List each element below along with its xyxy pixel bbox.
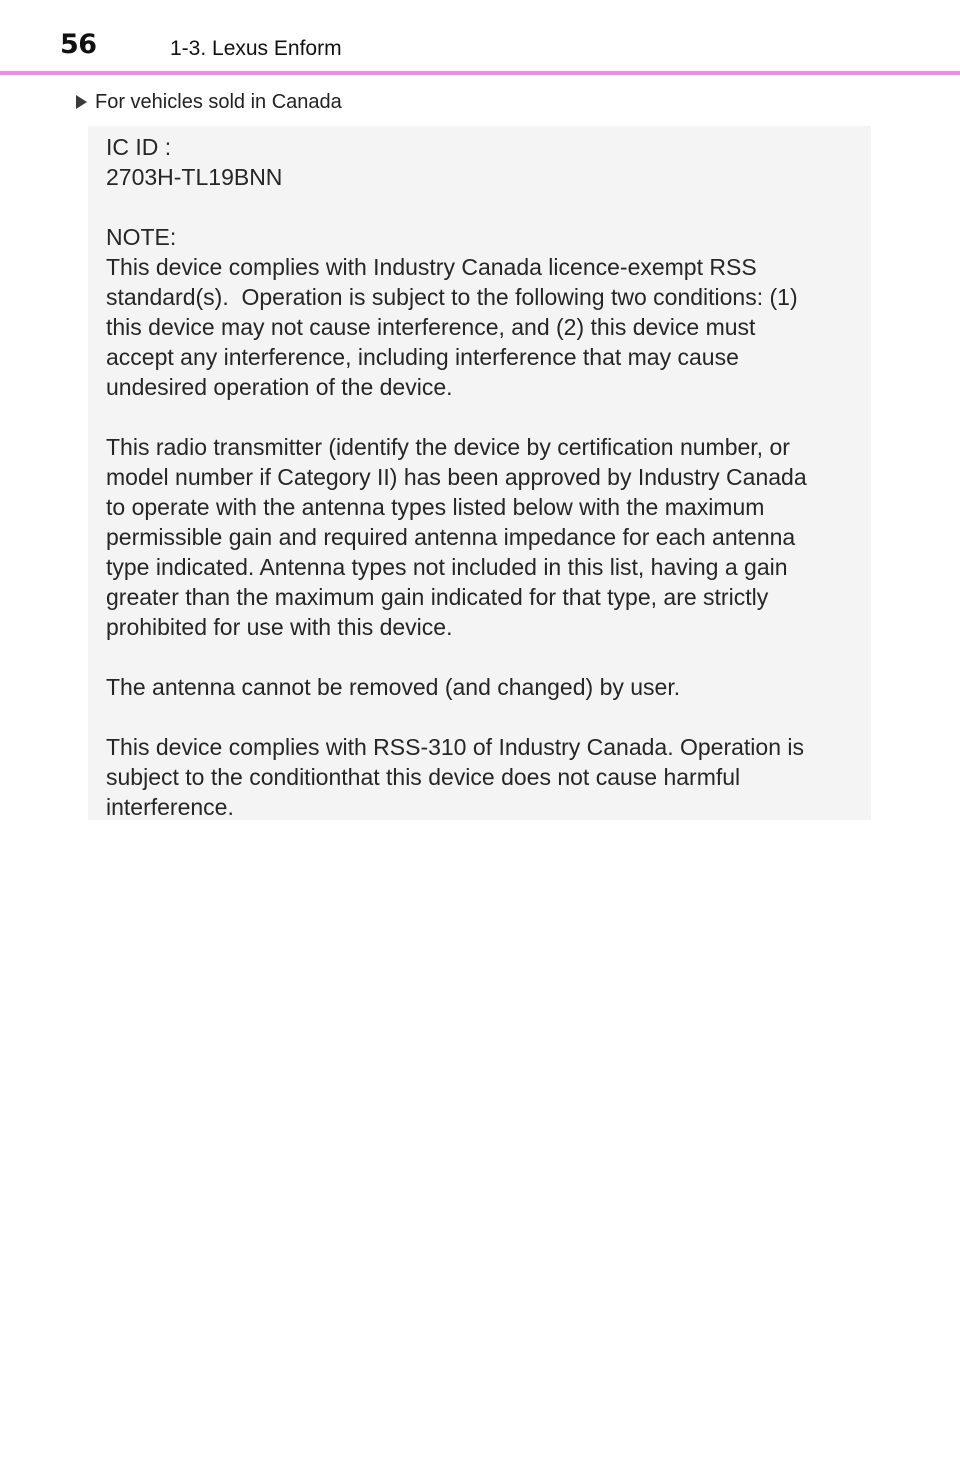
bullet-heading — [76, 88, 342, 116]
para2-line: permissible gain and required antenna impedance for each antenna — [106, 524, 796, 550]
page-header — [0, 0, 960, 76]
para1-line: this device may not cause interference, and (2) this device must — [106, 314, 756, 340]
para3-line: The antenna cannot be removed (and changed) by user. — [106, 674, 681, 700]
note-label: NOTE: — [106, 224, 177, 250]
ic-id-label: IC ID : — [106, 134, 172, 160]
para2-line: to operate with the antenna types listed below with the maximum — [106, 494, 765, 520]
spacer — [106, 702, 871, 732]
para1-line: undesired operation of the device. — [106, 374, 453, 400]
spacer — [106, 192, 871, 222]
para4-line: interference. — [106, 794, 234, 820]
para4-line: subject to the conditionthat this device does not cause harmful — [106, 764, 741, 790]
para2-line: This radio transmitter (identify the device by certification number, or — [106, 434, 790, 460]
para1-line: This device complies with Industry Canada licence-exempt RSS — [106, 254, 757, 280]
para1-line: standard(s). Operation is subject to the following two conditions: (1) — [106, 284, 798, 310]
bullet-text: For vehicles sold in Canada — [95, 90, 342, 113]
para4-line: This device complies with RSS-310 of Industry Canada. Operation is — [106, 734, 804, 760]
para2-line: model number if Category II) has been approved by Industry Canada — [106, 464, 807, 490]
regulatory-notice — [88, 126, 871, 820]
spacer — [106, 402, 871, 432]
spacer — [106, 642, 871, 672]
header-rule — [0, 71, 960, 75]
para2-line: type indicated. Antenna types not included in this list, having a gain — [106, 554, 788, 580]
para2-line: greater than the maximum gain indicated for that type, are strictly — [106, 584, 769, 610]
section-title: 1-3. Lexus Enform — [170, 37, 342, 60]
triangle-right-icon — [76, 95, 87, 109]
page-number: 56 — [60, 29, 97, 60]
para2-line: prohibited for use with this device. — [106, 614, 453, 640]
para1-line: accept any interference, including interference that may cause — [106, 344, 739, 370]
ic-id-value: 2703H-TL19BNN — [106, 164, 283, 190]
